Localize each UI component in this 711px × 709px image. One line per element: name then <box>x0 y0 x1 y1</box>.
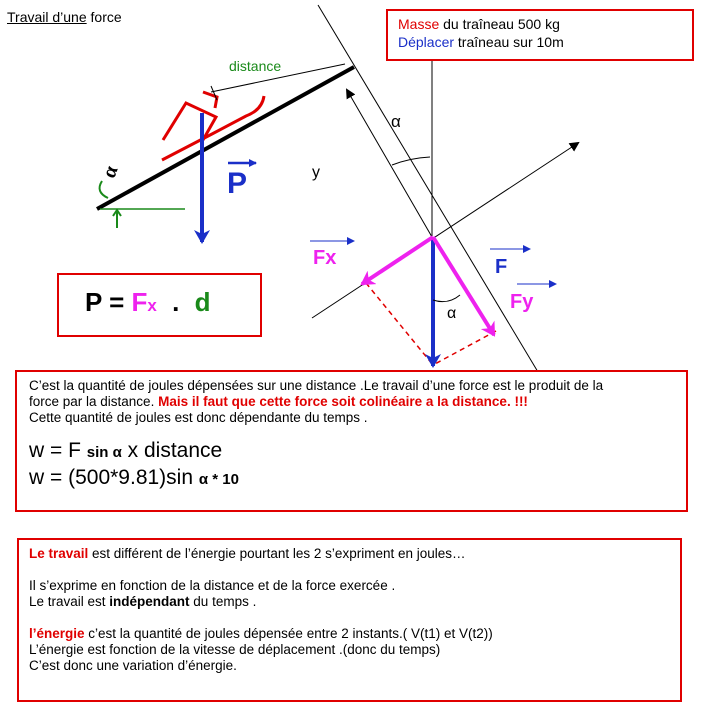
Fy-label: Fy <box>510 291 534 313</box>
alpha-slope-label: α <box>97 162 123 181</box>
dashed-line-2 <box>433 331 496 365</box>
work-equation-1: w = F sin α x distance <box>29 439 223 462</box>
page-title: Travail d’une force <box>7 9 122 25</box>
P-label: P <box>227 167 248 200</box>
info-box: Masse du traîneau 500 kg Déplacer traîneau sur 10m <box>386 9 694 61</box>
F-label: F <box>495 256 508 278</box>
force-Fy-arrow <box>433 237 494 335</box>
dashed-line-1 <box>366 283 433 365</box>
y-label: y <box>312 164 320 181</box>
formula-box <box>57 273 262 337</box>
Fx-label: Fx <box>313 247 337 269</box>
slope-line <box>97 67 354 209</box>
alpha-bottom-label: α <box>447 305 457 322</box>
work-equation-2: w = (500*9.81)sin α * 10 <box>29 466 239 489</box>
energy-comparison-box: Le travail est différent de l’énergie pourtant les 2 s’expriment en joules… Il s’exprime en fonction de la distance et de la force exercée . Le travail est indépendant du temps . l’énergie c’est la quantité de joules dépensée entre 2 instants.( V(t1) et V(t2)) L’énergie est fonction de la vitesse de déplacement .(donc du temps) C’est donc une variation d’énergie. <box>17 538 682 702</box>
angle-arc-arrow <box>100 181 108 198</box>
alpha-top-label: α <box>391 112 401 131</box>
work-definition-box: C’est la quantité de joules dépensées sur une distance .Le travail d’une force est le produit de la force par la distance. Mais il faut que cette force soit colinéaire a la distance. !!! Cette quantité de joules est donc dépendante du temps . w = F sin α x distance w = (500*9.81)sin α * 10 <box>15 370 688 512</box>
y-axis-arrow <box>347 90 432 237</box>
formula-P-equals-Fx-d: P = Fx . d <box>85 287 211 317</box>
alpha-bottom-arc <box>433 295 460 302</box>
slope-parallel-axis <box>312 143 578 318</box>
distance-label: distance <box>229 58 282 74</box>
force-Fx-arrow <box>362 237 433 284</box>
